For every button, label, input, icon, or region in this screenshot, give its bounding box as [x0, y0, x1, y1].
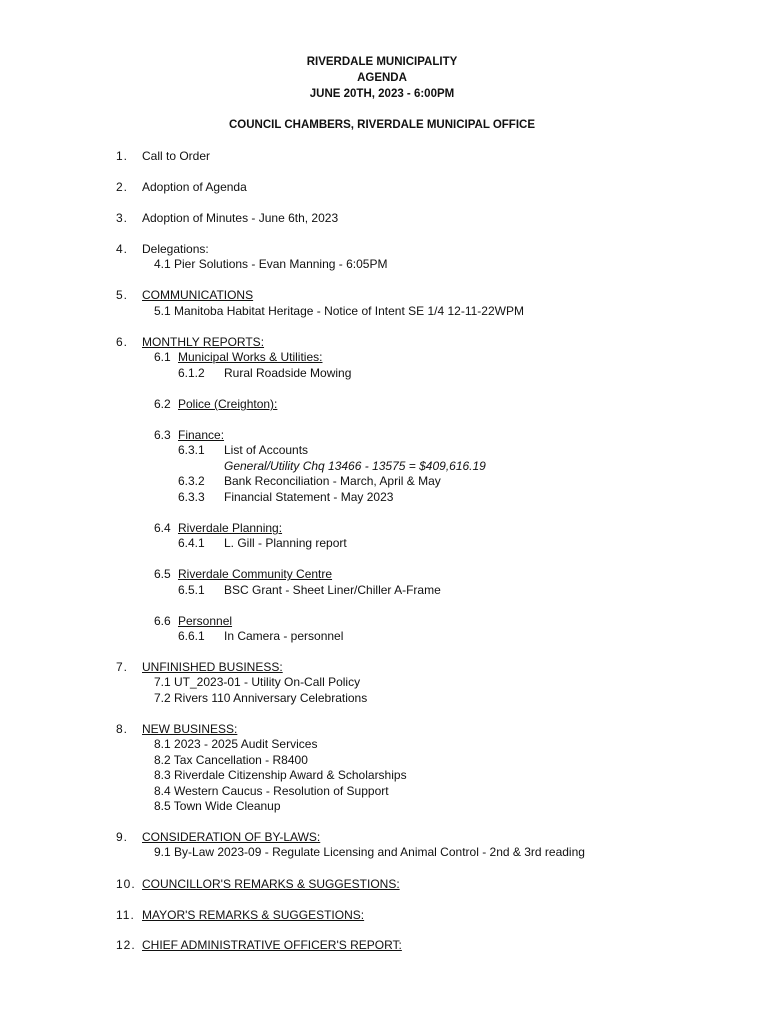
- meeting-date: JUNE 20TH, 2023 - 6:00PM: [309, 88, 455, 100]
- subitem-financial-statement: Financial Statement - May 2023: [224, 490, 394, 504]
- item-mayor-remarks: MAYOR'S REMARKS & SUGGESTIONS:: [142, 908, 365, 922]
- subitem-number: 6.1.2: [178, 366, 205, 380]
- item-number: 9.: [116, 830, 129, 844]
- subitem-planning: Riverdale Planning:: [178, 521, 283, 535]
- item-number: 3.: [116, 211, 129, 225]
- item-councillor-remarks: COUNCILLOR'S REMARKS & SUGGESTIONS:: [142, 877, 400, 891]
- subitem-number: 6.2: [154, 397, 171, 411]
- subitem-anniversary: 7.2 Rivers 110 Anniversary Celebrations: [154, 691, 368, 705]
- item-number: 7.: [116, 660, 129, 674]
- item-new-business: NEW BUSINESS:: [142, 722, 238, 736]
- subitem-planning-report: L. Gill - Planning report: [224, 536, 347, 550]
- subitem-number: 6.6: [154, 614, 171, 628]
- item-number: 2.: [116, 180, 129, 194]
- subitem-communication: 5.1 Manitoba Habitat Heritage - Notice of Intent SE 1/4 12-11-22WPM: [154, 304, 524, 318]
- subitem-number: 6.3.3: [178, 490, 205, 504]
- item-number: 10.: [116, 877, 136, 891]
- municipality-title: RIVERDALE MUNICIPALITY: [306, 56, 458, 68]
- subitem-number: 6.4.1: [178, 536, 205, 550]
- subitem-number: 6.4: [154, 521, 171, 535]
- item-number: 6.: [116, 335, 129, 349]
- subitem-number: 6.5.1: [178, 583, 205, 597]
- subitem-number: 6.5: [154, 567, 171, 581]
- item-adoption-minutes: Adoption of Minutes - June 6th, 2023: [142, 211, 339, 225]
- subitem-bsc-grant: BSC Grant - Sheet Liner/Chiller A-Frame: [224, 583, 441, 597]
- subitem-audit-services: 8.1 2023 - 2025 Audit Services: [154, 737, 318, 751]
- subitem-list-accounts: List of Accounts: [224, 443, 309, 457]
- item-number: 11.: [116, 908, 135, 922]
- subitem-number: 6.1: [154, 350, 171, 364]
- subitem-finance: Finance:: [178, 428, 225, 442]
- subitem-number: 6.3.1: [178, 443, 205, 457]
- subitem-police: Police (Creighton):: [178, 397, 278, 411]
- item-cao-report: CHIEF ADMINISTRATIVE OFFICER'S REPORT:: [142, 938, 402, 952]
- subitem-bank-reconciliation: Bank Reconciliation - March, April & May: [224, 474, 441, 488]
- item-number: 12.: [116, 938, 136, 952]
- item-unfinished-business: UNFINISHED BUSINESS:: [142, 660, 283, 674]
- subitem-delegation: 4.1 Pier Solutions - Evan Manning - 6:05PM: [154, 257, 388, 271]
- item-number: 8.: [116, 722, 129, 736]
- item-monthly-reports: MONTHLY REPORTS:: [142, 335, 265, 349]
- item-number: 1.: [116, 149, 129, 163]
- subitem-bylaw-2023-09: 9.1 By-Law 2023-09 - Regulate Licensing and Animal Control - 2nd & 3rd reading: [154, 845, 585, 859]
- item-number: 4.: [116, 242, 129, 256]
- item-call-to-order: Call to Order: [142, 149, 211, 163]
- subitem-number: 6.3: [154, 428, 171, 442]
- subitem-personnel: Personnel: [178, 614, 233, 628]
- subitem-community-centre: Riverdale Community Centre: [178, 567, 333, 581]
- subitem-on-call-policy: 7.1 UT_2023-01 - Utility On-Call Policy: [154, 675, 361, 689]
- item-communications: COMMUNICATIONS: [142, 288, 254, 302]
- subitem-number: 6.6.1: [178, 629, 205, 643]
- subitem-cheque-range: General/Utility Chq 13466 - 13575 = $409,616.19: [224, 459, 486, 473]
- agenda-title: AGENDA: [357, 72, 407, 84]
- subitem-town-cleanup: 8.5 Town Wide Cleanup: [154, 799, 281, 813]
- subitem-roadside-mowing: Rural Roadside Mowing: [224, 366, 352, 380]
- subitem-tax-cancellation: 8.2 Tax Cancellation - R8400: [154, 753, 308, 767]
- item-bylaws: CONSIDERATION OF BY-LAWS:: [142, 830, 321, 844]
- item-adoption-agenda: Adoption of Agenda: [142, 180, 247, 194]
- subitem-citizenship-award: 8.3 Riverdale Citizenship Award & Scholarships: [154, 768, 407, 782]
- subitem-western-caucus: 8.4 Western Caucus - Resolution of Support: [154, 784, 389, 798]
- item-delegations: Delegations:: [142, 242, 209, 256]
- meeting-location: COUNCIL CHAMBERS, RIVERDALE MUNICIPAL OFFICE: [228, 119, 536, 131]
- subitem-municipal-works: Municipal Works & Utilities:: [178, 350, 323, 364]
- subitem-in-camera: In Camera - personnel: [224, 629, 344, 643]
- item-number: 5.: [116, 288, 129, 302]
- subitem-number: 6.3.2: [178, 474, 205, 488]
